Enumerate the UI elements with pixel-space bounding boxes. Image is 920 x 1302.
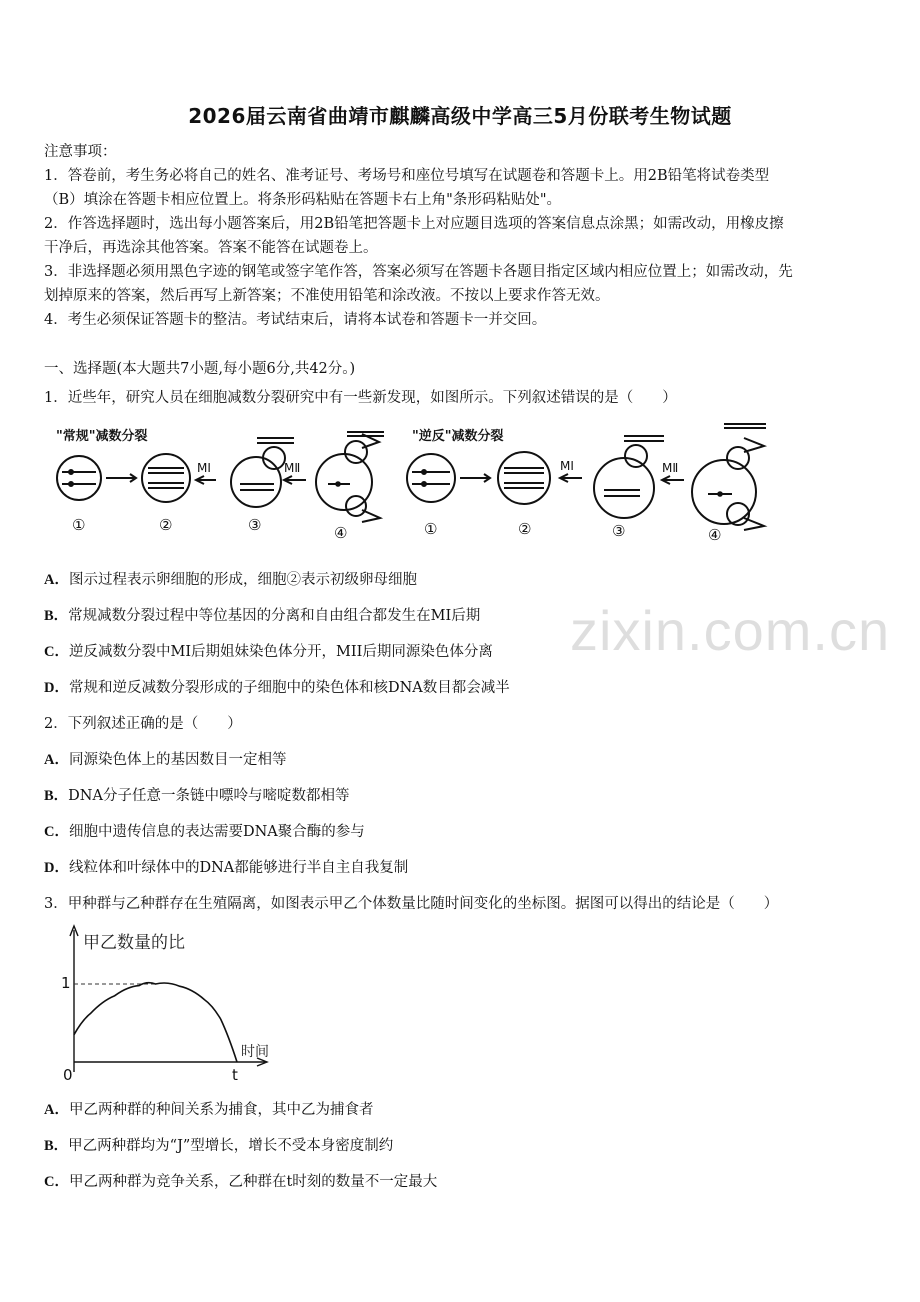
option-letter: A． xyxy=(44,572,69,588)
option-text: 图示过程表示卵细胞的形成，细胞②表示初级卵母细胞 xyxy=(68,572,417,588)
option-text: 线粒体和叶绿体中的DNA都能够进行半自主自我复制 xyxy=(68,860,409,876)
stage-number: ③ xyxy=(612,522,626,540)
answer-option xyxy=(44,1098,880,1119)
option-text: 甲乙两种群的种间关系为捕食，其中乙为捕食者 xyxy=(68,1102,374,1118)
option-letter: C． xyxy=(44,824,69,840)
watermark: zixin.com.cn xyxy=(570,599,891,662)
origin-label: 0 xyxy=(63,1066,73,1084)
option-text: 甲乙两种群均为“J”型增长，增长不受本身密度制约 xyxy=(68,1138,394,1154)
option-text: 甲乙两种群为竞争关系，乙种群在t时刻的数量不一定最大 xyxy=(68,1174,438,1190)
answer-option xyxy=(44,1170,880,1191)
notice-line: 4．考生必须保证答题卡的整洁。考试结束后，请将本试卷和答题卡一并交回。 xyxy=(44,312,547,328)
option-letter: C． xyxy=(44,1174,69,1190)
stage-number: ② xyxy=(518,520,532,538)
notice-line: 1．答卷前，考生务必将自己的姓名、准考证号、考场号和座位号填写在试题卷和答题卡上。用2B铅笔将试卷类型 xyxy=(44,168,770,184)
notice-line: 3．非选择题必须用黑色字迹的钢笔或签字笔作答，答案必须写在答题卡各题目指定区域内相应位置上；如需改动，先 xyxy=(44,264,793,280)
notice-line: 划掉原来的答案，然后再写上新答案；不准使用铅笔和涂改液。不按以上要求作答无效。 xyxy=(44,288,610,304)
option-letter: D． xyxy=(44,680,69,696)
answer-option xyxy=(44,820,880,841)
ratio-chart xyxy=(55,922,285,1092)
answer-option xyxy=(44,856,880,877)
answer-option xyxy=(44,1134,880,1155)
stage-number: ① xyxy=(424,520,438,538)
option-text: 常规减数分裂过程中等位基因的分离和自由组合都发生在MI后期 xyxy=(68,608,481,624)
notice-heading: 注意事项： xyxy=(44,144,117,160)
q3-stem: 3．甲种群与乙种群存在生殖隔离，如图表示甲乙个体数量比随时间变化的坐标图。据图可以得出的结论是（ ） xyxy=(44,896,779,912)
meiosis-figure xyxy=(44,410,774,545)
x-axis-label: 时间 xyxy=(241,1044,269,1060)
option-letter: B． xyxy=(44,608,69,624)
stage-number: ④ xyxy=(708,526,722,544)
ratio-curve xyxy=(74,983,237,1062)
m1-label: MⅠ xyxy=(560,459,574,473)
option-letter: A． xyxy=(44,752,69,768)
stage-number: ③ xyxy=(248,516,262,534)
notice-line: 干净后，再选涂其他答案。答案不能答在试题卷上。 xyxy=(44,240,378,256)
option-text: DNA分子任意一条链中嘌呤与嘧啶数都相等 xyxy=(68,788,350,804)
option-letter: B． xyxy=(44,788,69,804)
stage-number: ② xyxy=(159,516,173,534)
option-text: 常规和逆反减数分裂形成的子细胞中的染色体和核DNA数目都会减半 xyxy=(68,680,510,696)
inverted-meiosis-label: "逆反"减数分裂 xyxy=(412,429,504,444)
stage-number: ④ xyxy=(334,524,348,542)
option-text: 逆反减数分裂中MI后期姐妹染色体分开，MII后期同源染色体分离 xyxy=(68,644,493,660)
answer-option xyxy=(44,748,880,769)
option-letter: D． xyxy=(44,860,69,876)
m2-label: MⅡ xyxy=(662,461,679,475)
m1-label: MⅠ xyxy=(197,461,211,475)
answer-option xyxy=(44,568,880,589)
section-heading: 一、选择题(本大题共7小题,每小题6分,共42分。) xyxy=(44,361,356,377)
notice-line: 2．作答选择题时，选出每小题答案后，用2B铅笔把答题卡上对应题目选项的答案信息点涂黑；如需改动，用橡皮擦 xyxy=(44,216,784,232)
q2-stem: 2．下列叙述正确的是（ ） xyxy=(44,716,242,732)
option-text: 细胞中遗传信息的表达需要DNA聚合酶的参与 xyxy=(68,824,365,840)
normal-meiosis-label: "常规"减数分裂 xyxy=(56,429,148,444)
y-tick-label: 1 xyxy=(61,974,71,992)
m2-label: MⅡ xyxy=(284,461,301,475)
page-title: 2026届云南省曲靖市麒麟高级中学高三5月份联考生物试题 xyxy=(188,104,732,128)
notice-line: （B）填涂在答题卡相应位置上。将条形码粘贴在答题卡右上角"条形码粘贴处"。 xyxy=(44,192,561,208)
q1-stem: 1．近些年，研究人员在细胞减数分裂研究中有一些新发现，如图所示。下列叙述错误的是（ ） xyxy=(44,390,677,406)
option-letter: C． xyxy=(44,644,69,660)
stage-number: ① xyxy=(72,516,86,534)
option-letter: A． xyxy=(44,1102,69,1118)
answer-option xyxy=(44,784,880,805)
option-letter: B． xyxy=(44,1138,69,1154)
option-text: 同源染色体上的基因数目一定相等 xyxy=(68,752,287,768)
x-tick-label: t xyxy=(232,1066,238,1084)
answer-option xyxy=(44,676,880,697)
y-axis-label: 甲乙数量的比 xyxy=(83,933,185,953)
